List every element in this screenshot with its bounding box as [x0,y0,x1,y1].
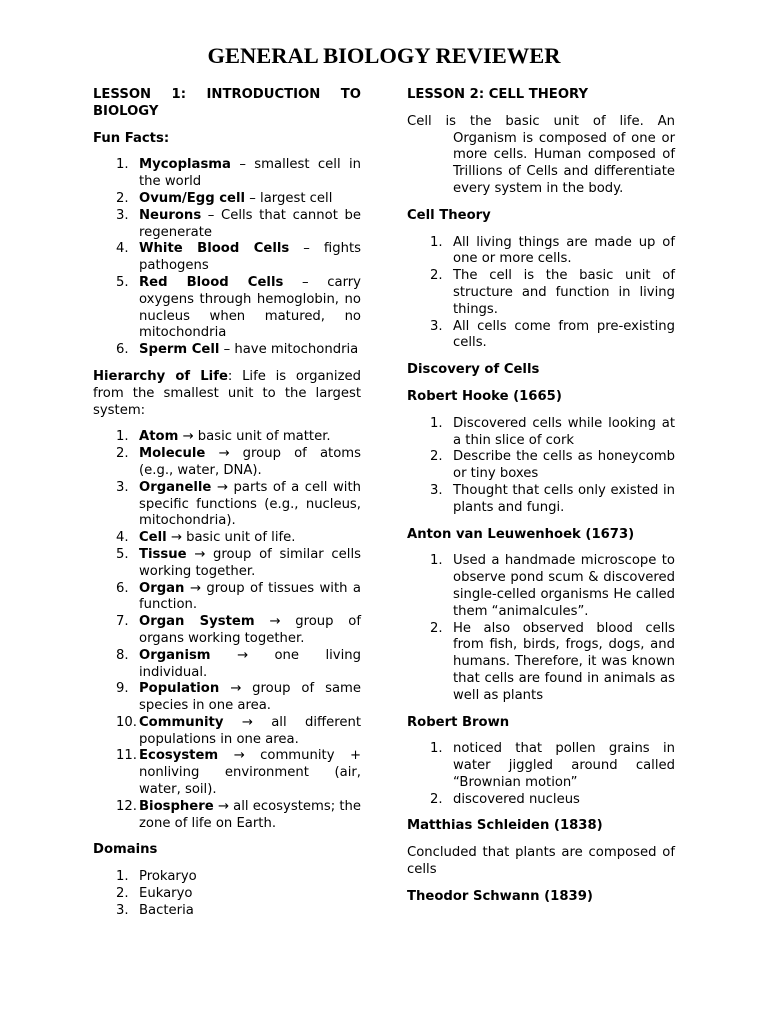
list-item [407,553,675,620]
list-number: 3. [116,479,129,495]
list-number: 11. [116,748,137,764]
list-item [407,319,675,353]
list-number: 6. [116,580,129,596]
list-text: → all ecosystems; the zone of life on Earth. [139,798,361,831]
list-item [407,449,675,483]
cell-intro-paragraph: Cell is the basic unit of life. An Organism is composed of one or more cells. Human composed of Trillions of Cells and differentiate every system in the body. [407,113,675,196]
list-text: → group of organs working together. [139,614,362,646]
list-number: 2. [116,886,129,902]
hierarchy-term: Hierarchy of Life [93,368,228,384]
list-item [407,621,675,705]
list-text: – carry oxygens through hemoglobin, no nucleus when matured, no mitochondria [139,274,361,341]
list-item [93,869,361,886]
list-item [93,648,361,682]
list-item [93,886,361,903]
hooke-heading: Robert Hooke (1665) [407,388,562,404]
list-term: Ovum/Egg cell [139,190,246,206]
list-text: Bacteria [139,902,194,918]
list-item [93,342,361,359]
list-item [93,429,361,446]
list-item [93,241,361,275]
list-text: – have mitochondria [219,342,359,358]
list-number: 2. [430,620,443,636]
fun-facts-list [93,157,361,359]
list-number: 12. [116,798,137,814]
list-text: Used a handmade microscope to observe pond scum & discovered single-celled organisms He called them “animalcules”. [453,553,675,619]
list-term: Organ [139,580,185,596]
cell-theory-list [407,235,675,353]
list-item [93,530,361,547]
list-item [93,191,361,208]
list-number: 2. [430,791,443,807]
list-term: Atom [139,429,179,445]
list-text: Prokaryo [139,869,197,885]
list-term: Tissue [139,546,187,562]
list-term: White Blood Cells [139,241,290,257]
list-text: → parts of a cell with specific functions (e.g., nucleus, mitochondria). [139,479,361,529]
list-text: – fights pathogens [139,241,361,274]
lesson-2-heading: LESSON 2: CELL THEORY [407,87,589,102]
list-term: Molecule [139,446,206,462]
list-text: – smallest cell in the world [139,157,361,190]
list-text: → group of similar cells working together. [139,546,361,579]
list-number: 1. [430,553,443,569]
right-column [407,87,675,916]
list-number: 1. [116,429,129,445]
list-text: → group of same species in one area. [139,681,361,714]
list-number: 1. [430,415,443,431]
schwann-heading: Theodor Schwann (1839) [407,888,593,904]
hierarchy-list [93,429,361,832]
list-number: 3. [430,482,443,498]
list-item [407,416,675,450]
list-item [93,614,361,648]
list-number: 4. [116,241,129,257]
list-number: 1. [116,869,129,885]
list-item [93,275,361,342]
list-text: → group of atoms (e.g., water, DNA). [139,446,361,478]
list-text: Discovered cells while looking at a thin slice of cork [453,415,675,448]
list-item [407,792,675,809]
list-term: Population [139,681,220,697]
domains-heading: Domains [93,842,158,858]
list-item [93,748,361,798]
list-number: 2. [430,268,443,284]
list-text: → basic unit of life. [166,530,296,546]
leeuwenhoek-list [407,553,675,704]
list-text: → group of tissues with a function. [139,580,361,613]
list-text: All living things are made up of one or more cells. [453,234,675,267]
list-text: → basic unit of matter. [178,429,331,445]
list-number: 2. [116,446,129,462]
list-item [93,715,361,749]
list-term: Ecosystem [139,748,219,764]
brown-heading: Robert Brown [407,714,510,730]
list-number: 2. [430,449,443,465]
list-item [407,235,675,269]
cell-theory-heading: Cell Theory [407,207,491,223]
list-term: Organism [139,647,211,663]
list-item [93,157,361,191]
list-item [93,681,361,715]
leeuwenhoek-heading: Anton van Leuwenhoek (1673) [407,526,635,542]
list-item [93,547,361,581]
list-text: Thought that cells only existed in plants and fungi. [453,482,675,515]
list-term: Mycoplasma [139,157,231,173]
list-term: Biosphere [139,798,214,814]
list-number: 2. [116,190,129,206]
list-item [407,741,675,791]
list-item [93,581,361,615]
list-text: All cells come from pre-existing cells. [453,318,675,351]
list-number: 9. [116,681,129,697]
list-number: 1. [430,234,443,250]
list-text: – Cells that cannot be regenerate [139,207,361,240]
list-term: Organelle [139,479,212,495]
list-text: Eukaryo [139,886,193,902]
list-term: Community [139,714,224,730]
list-term: Neurons [139,207,202,223]
list-number: 7. [116,614,129,630]
schleiden-paragraph: Concluded that plants are composed of cells [407,845,675,878]
list-term: Sperm Cell [139,342,220,358]
list-term: Red Blood Cells [139,274,284,290]
hooke-list [407,416,675,517]
list-number: 5. [116,546,129,562]
list-item [93,799,361,833]
list-number: 6. [116,342,129,358]
list-number: 5. [116,274,129,290]
list-number: 3. [430,318,443,334]
list-text: discovered nucleus [453,791,580,807]
list-item [407,268,675,318]
list-item [93,480,361,530]
hierarchy-paragraph [93,369,361,419]
list-number: 3. [116,207,129,223]
list-text: → one living individual. [139,647,361,680]
list-number: 3. [116,902,129,918]
list-text: → community + nonliving environment (air, water, soil). [139,748,361,798]
discovery-heading: Discovery of Cells [407,362,540,378]
list-number: 4. [116,530,129,546]
list-item [407,483,675,517]
list-text: He also observed blood cells from fish, birds, frogs, dogs, and humans. Therefore, it was known that cells are found in animals as well as plants [453,620,675,703]
list-text: – largest cell [245,190,333,206]
list-number: 1. [116,157,129,173]
list-number: 10. [116,714,137,730]
list-item [93,903,361,920]
brown-list [407,741,675,808]
schleiden-heading: Matthias Schleiden (1838) [407,818,603,834]
page-title: GENERAL BIOLOGY REVIEWER [207,43,561,68]
hierarchy-text: : Life is organized from the smallest unit to the largest system: [93,368,361,418]
fun-facts-heading: Fun Facts: [93,130,170,146]
domains-list [93,869,361,919]
lesson-1-heading: LESSON 1: INTRODUCTION TO BIOLOGY [93,87,361,119]
list-text: The cell is the basic unit of structure and function in living things. [453,268,675,317]
list-text: → all different populations in one area. [139,714,361,747]
list-number: 1. [430,741,443,757]
list-number: 8. [116,647,129,663]
list-item [93,446,361,480]
list-item [93,208,361,242]
list-text: Describe the cells as honeycomb or tiny boxes [453,449,675,482]
left-column [93,87,361,930]
list-term: Organ System [139,614,255,630]
list-term: Cell [139,530,167,546]
list-text: noticed that pollen grains in water jiggled around called “Brownian motion” [453,741,675,790]
